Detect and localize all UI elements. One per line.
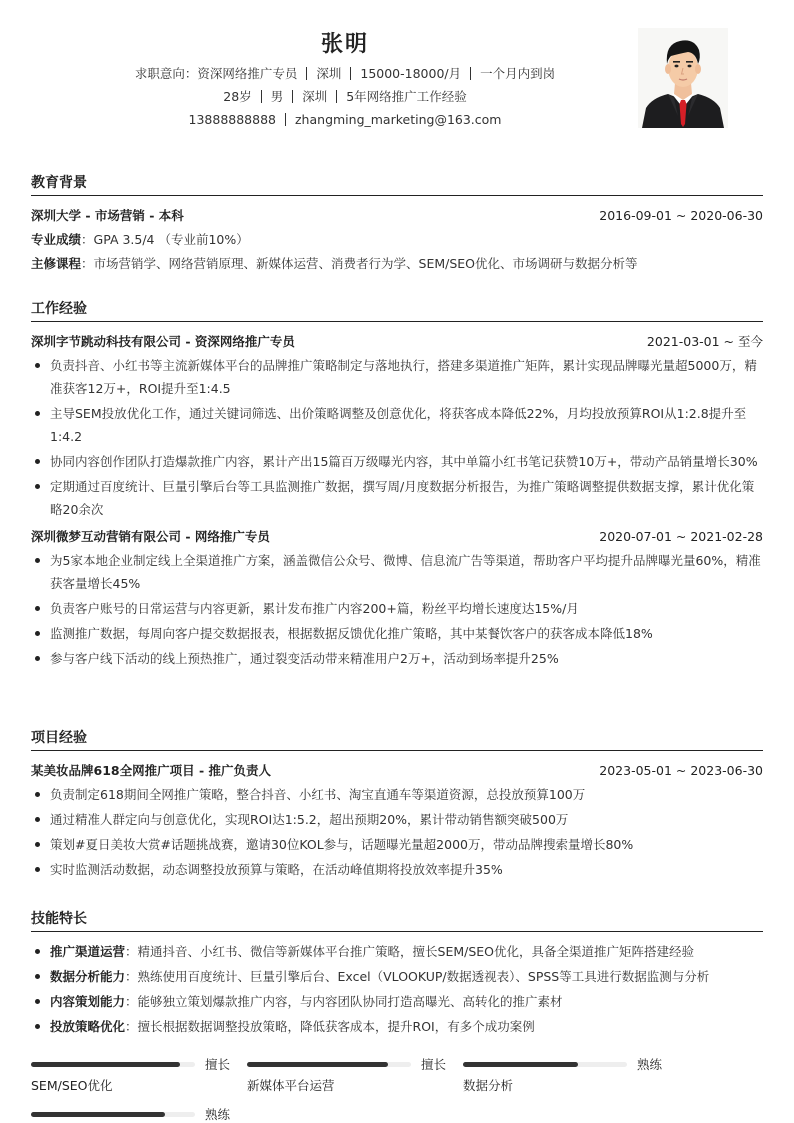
list-item: 负责客户账号的日常运营与内容更新，累计发布推广内容200+篇，粉丝平均增长速度达15%/月	[31, 597, 763, 620]
skill-level: 擅长	[205, 1057, 231, 1072]
skill-bar-item	[463, 1055, 673, 1097]
skills-section	[31, 906, 763, 1040]
skill-level: 熟练	[205, 1107, 231, 1122]
job-bullets	[31, 549, 763, 670]
projects-section	[31, 725, 763, 883]
skill-progress-track	[247, 1062, 411, 1067]
work-section	[31, 296, 763, 672]
list-item: 通过精准人群定向与创意优化，实现ROI达1:5.2，超出预期20%，累计带动销售额突破500万	[31, 808, 763, 831]
divider	[306, 67, 307, 80]
job-date: 2020-07-01 ~ 2021-02-28	[599, 529, 763, 544]
gpa-value: ：GPA 3.5/4 （专业前10%）	[81, 232, 249, 247]
candidate-name: 张明	[320, 32, 369, 57]
project-entry-header	[31, 759, 763, 783]
list-item: 实时监测活动数据，动态调整投放预算与策略，在活动峰值期将投放效率提升35%	[31, 858, 763, 881]
skill-progress-track	[31, 1062, 195, 1067]
job-title: 深圳字节跳动科技有限公司 - 资深网络推广专员	[31, 334, 295, 349]
divider	[292, 90, 293, 103]
skill-text: ：熟练使用百度统计、巨量引擎后台、Excel（VLOOKUP/数据透视表）、SPSS等工具进行数据监测与分析	[125, 969, 710, 984]
skill-name: 新媒体平台运营	[247, 1078, 335, 1093]
skill-item	[31, 1015, 763, 1038]
email: zhangming_marketing@163.com	[295, 112, 502, 127]
age: 28岁	[223, 89, 252, 104]
list-item: 负责制定618期间全网推广策略，整合抖音、小红书、淘宝直通车等渠道资源，总投放预算100万	[31, 783, 763, 806]
avatar	[638, 28, 728, 128]
list-item: 协同内容创作团队打造爆款推广内容，累计产出15篇百万级曝光内容，其中单篇小红书笔记获赞10万+，带动产品销量增长30%	[31, 450, 763, 473]
intent-city: 深圳	[316, 66, 342, 81]
list-item: 负责抖音、小红书等主流新媒体平台的品牌推广策略制定与落地执行，搭建多渠道推广矩阵，累计实现品牌曝光量超5000万，精准获客12万+，ROI提升至1:4.5	[31, 354, 763, 400]
avatar-icon	[638, 28, 728, 128]
list-item: 参与客户线下活动的线上预热推广，通过裂变活动带来精准用户2万+，活动到场率提升25%	[31, 647, 763, 670]
job-date: 2021-03-01 ~ 至今	[646, 334, 763, 349]
job-entry-header	[31, 525, 763, 549]
section-title: 技能特长	[31, 906, 763, 932]
project-title: 某美妆品牌618全网推广项目 - 推广负责人	[31, 763, 271, 778]
skill-progress-track	[463, 1062, 627, 1067]
skill-progress-track	[31, 1112, 195, 1117]
skill-label: 内容策划能力	[50, 994, 126, 1009]
skill-bar-item	[247, 1055, 457, 1097]
divider	[336, 90, 337, 103]
skills-bullets	[31, 940, 763, 1038]
skill-item	[31, 965, 763, 988]
divider	[350, 67, 351, 80]
skill-label: 推广渠道运营	[50, 944, 126, 959]
intent-salary: 15000-18000/月	[360, 66, 462, 81]
gender: 男	[270, 89, 284, 104]
skill-label: 数据分析能力	[50, 969, 126, 984]
location: 深圳	[302, 89, 328, 104]
skill-item	[31, 940, 763, 963]
education-entry-header	[31, 204, 763, 228]
list-item: 定期通过百度统计、巨量引擎后台等工具监测推广数据，撰写周/月度数据分析报告，为推广策略调整提供数据支撑，累计优化策略20余次	[31, 475, 763, 521]
skill-progress-fill	[247, 1062, 388, 1067]
project-date: 2023-05-01 ~ 2023-06-30	[599, 763, 763, 778]
school-title: 深圳大学 - 市场营销 - 本科	[31, 208, 184, 223]
education-date: 2016-09-01 ~ 2020-06-30	[599, 208, 763, 223]
gpa-label: 专业成绩	[31, 232, 82, 247]
skill-label: 投放策略优化	[50, 1019, 126, 1034]
basic-info-line	[0, 85, 690, 108]
project-bullets	[31, 783, 763, 881]
job-bullets	[31, 354, 763, 521]
courses-value: ：市场营销学、网络营销原理、新媒体运营、消费者行为学、SEM/SEO优化、市场调研与数据分析等	[81, 256, 638, 271]
intent-availability: 一个月内到岗	[480, 66, 556, 81]
list-item: 为5家本地企业制定线上全渠道推广方案，涵盖微信公众号、微博、信息流广告等渠道，帮助客户平均提升品牌曝光量60%，精准获客量增长45%	[31, 549, 763, 595]
skill-text: ：擅长根据数据调整投放策略，降低获客成本，提升ROI，有多个成功案例	[125, 1019, 535, 1034]
job-intent-line	[0, 62, 690, 85]
skill-text: ：能够独立策划爆款推广内容，与内容团队协同打造高曝光、高转化的推广素材	[125, 994, 563, 1009]
gpa-row	[31, 228, 763, 252]
section-title: 项目经验	[31, 725, 763, 751]
divider	[470, 67, 471, 80]
skill-bar-item	[31, 1055, 241, 1097]
job-intent: 求职意向：资深网络推广专员	[134, 66, 298, 81]
skill-level: 擅长	[421, 1057, 447, 1072]
skill-name: 数据分析	[463, 1078, 514, 1093]
skill-level: 熟练	[637, 1057, 663, 1072]
list-item: 策划#夏日美妆大赏#话题挑战赛，邀请30位KOL参与，话题曝光量超2000万，带动品牌搜索量增长80%	[31, 833, 763, 856]
experience-years: 5年网络推广工作经验	[346, 89, 467, 104]
job-entry-header	[31, 330, 763, 354]
job-title: 深圳微梦互动营销有限公司 - 网络推广专员	[31, 529, 270, 544]
courses-row	[31, 252, 763, 276]
phone: 13888888888	[188, 112, 276, 127]
list-item: 监测推广数据，每周向客户提交数据报表，根据数据反馈优化推广策略，其中某餐饮客户的获客成本降低18%	[31, 622, 763, 645]
education-section	[31, 170, 763, 276]
section-title: 工作经验	[31, 296, 763, 322]
contact-line	[0, 108, 690, 131]
courses-label: 主修课程	[31, 256, 82, 271]
skill-name: SEM/SEO优化	[31, 1078, 113, 1093]
skill-item	[31, 990, 763, 1013]
list-item: 主导SEM投放优化工作，通过关键词筛选、出价策略调整及创意优化，将获客成本降低22%，月均投放预算ROI从1:2.8提升至1:4.2	[31, 402, 763, 448]
skill-progress-fill	[31, 1062, 180, 1067]
skill-bar-item	[31, 1105, 241, 1123]
skill-progress-fill	[31, 1112, 165, 1117]
section-title: 教育背景	[31, 170, 763, 196]
resume-header	[0, 28, 690, 131]
divider	[285, 113, 286, 126]
skill-progress-fill	[463, 1062, 578, 1067]
skill-text: ：精通抖音、小红书、微信等新媒体平台推广策略，擅长SEM/SEO优化，具备全渠道推广矩阵搭建经验	[125, 944, 695, 959]
divider	[261, 90, 262, 103]
